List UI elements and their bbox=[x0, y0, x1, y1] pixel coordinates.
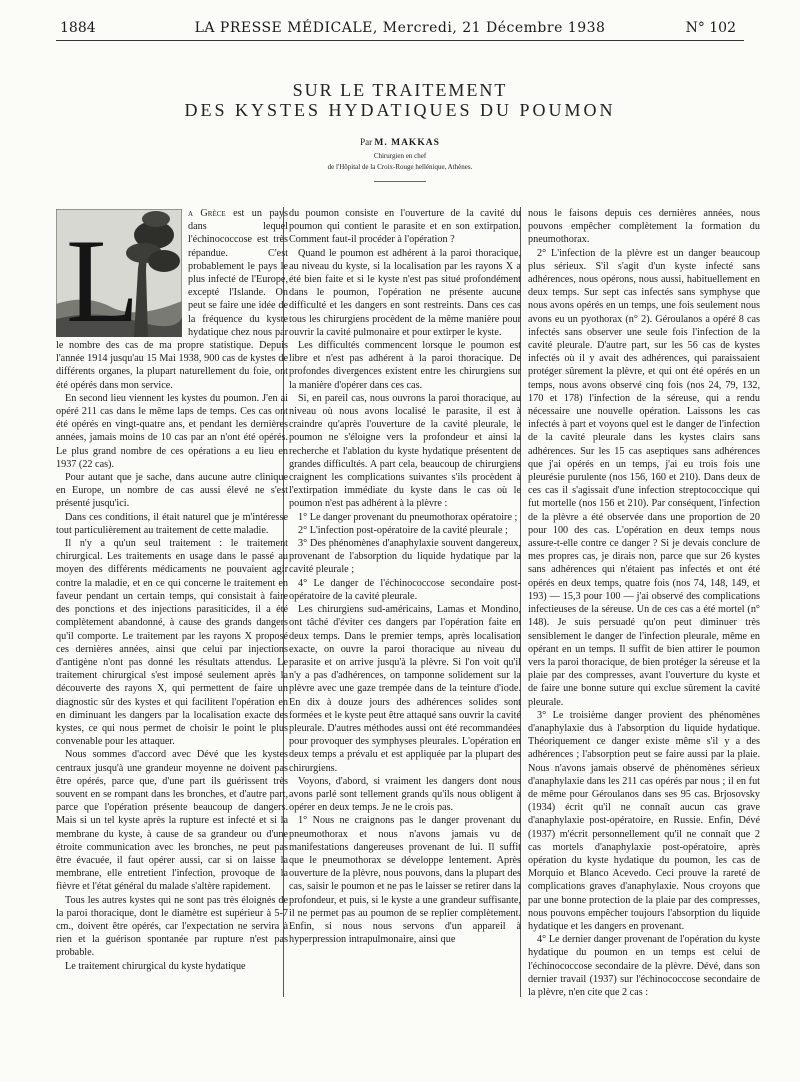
journal-header: LA PRESSE MÉDICALE, Mercredi, 21 Décembre 1938 bbox=[194, 20, 606, 36]
paragraph: Les difficultés commencent lorsque le poumon est libre et n'est pas adhérent à la paroi thoracique. De profondes divergences existent entre les chirurgiens sur la manière d'opérer dans ces cas. bbox=[289, 340, 521, 391]
journal-name: LA PRESSE MÉDICALE bbox=[194, 20, 373, 36]
paragraph: Le traitement chirurgical du kyste hydatique bbox=[65, 960, 246, 972]
issue-date: Mercredi, 21 Décembre 1938 bbox=[382, 20, 606, 36]
list-item: 1° Le danger provenant du pneumothorax opératoire ; bbox=[298, 511, 518, 523]
paragraph: 2° L'infection de la plèvre est un danger beaucoup plus sérieux. S'il s'agit d'un kyste infecté sans adhérences, nous opérons, nous aussi, habituellement en deux temps. Sur sept cas infectés sans symphyse que nous avons opérés en un temps, une fois seulement nous avons eu un pyothorax (n° 2). Géroulanos a opéré 8 cas infectés sans observer une seule fois l'infection de la cavité pleurale. D'autre part, sur les 56 cas de kystes infectés où il y avait des adhérences, qui paraissaient protéger sûrement la plèvre, et qui ont été opérés en un temps, nous avons observé cinq fois (nos 24, 79, 132, 170 et 178) l'infection de la séreuse, qui a rendu nécessaire une nouvelle opération. Laissons les cas infectés à part et voyons quel est le danger de l'infection de la cavité pleurale dans les kystes clairs sans adhérences. Sur les 15 cas aseptiques sans adhérences que j'ai opérés en un temps, j'ai eu trois fois une pleurésie purulente (nos 156, 160 et 210). Dans deux de ces cas il s'agissait d'une infection streptococcique qui fut mortelle (nos 156 et 210). Par conséquent, l'infection de la plèvre a été observée dans une proportion de 20 pour 100 des cas. L'opération en deux temps nous assure-t-elle contre ce danger ? Si je devais conclure de mes propres cas, je dirais non, parce que sur 26 kystes sans adhérences qui n'étaient pas infectés et ont été opérés en deux temps, quatre fois (nos 74, 148, 149, et 193) — 15,3 pour 100 — j'ai observé des complications infectieuses de la séreuse. Un de ces cas a été mortel (n° 148). Je suis persuadé qu'on peut diminuer très sensiblement le danger de l'infection pleurale, même en opérant en un temps. Il suffit de bien attirer le poumon vers la paroi thoracique, de bien protéger la séreuse et la plaie par des compresses, avant l'ouverture du kyste et de faire une bonne suture qui exclue sûrement la cavité pleurale. bbox=[528, 247, 760, 708]
paragraph: Voyons, d'abord, si vraiment les dangers dont nous avons parlé sont tellement grands qu'ils nous obligent à opérer en deux temps. Je ne le crois pas. bbox=[289, 775, 521, 814]
paragraph: 3° Le troisième danger provient des phénomènes d'anaphylaxie dus à l'absorption du liquide hydatique. Théoriquement ce danger existe même s'il y a des adhérences ; l'absorption peut se faire aussi par la plaie. Nous n'avons jamais observé de phénomènes sérieux d'anaphylaxie dans les 211 cas opérés par nous ; il en fut de même pour Géroulanos dans ses 95 cas. Brjosovsky (1934) écrit qu'il ne connaît aucun cas grave d'anaphylaxie post-opératoire, en Russie. Enfin, Dévé (1937) m'écrit personnellement qu'il ne connaît que 2 cas mortels d'anaphylaxie post-opératoire, après opération du kyste hydatique du poumon, les cas de Morquio et Blanco Acevedo. Ceci prouve la rareté de complications graves d'anaphylaxie. Nous croyons que par une bonne protection de la plaie par des compresses, nous pouvons empêcher toujours l'absorption du liquide hydatique et les dangers en provenant. bbox=[528, 709, 760, 932]
paragraph: Dans ces conditions, il était naturel que je m'intéresse tout particulièrement au traitement de cette maladie. bbox=[56, 511, 288, 536]
list-item: 3° Des phénomènes d'anaphylaxie souvent dangereux, provenant de l'absorption du liquide hydatique par la cavité pleurale ; bbox=[289, 538, 521, 576]
paragraph: 1° Nous ne craignons pas le danger provenant du pneumothorax et nous n'avons jamais vu de manifestations dangereuses provenant de lui. Il suffit que le pneumothorax se développe lentement. Après ouverture de la plèvre, nous pouvons, dans la plupart des cas, saisir le poumon et ne pas le laisser se retirer dans la profondeur, et puis, si le kyste a une grandeur suffisante, il ne permet pas au poumon de se replier complètement. Enfin, si nous nous servons d'un appareil à hyperpression intrapulmonaire, ainsi que bbox=[289, 815, 521, 946]
opening-smallcaps: a Grèce bbox=[188, 208, 226, 219]
header-rule bbox=[56, 40, 744, 41]
article-title-line-2: DES KYSTES HYDATIQUES DU POUMON bbox=[184, 100, 616, 120]
affiliation-line-1: Chirurgien en chef bbox=[373, 152, 427, 160]
article-title-line-1: SUR LE TRAITEMENT bbox=[292, 80, 508, 100]
paragraph: Si, en pareil cas, nous ouvrons la paroi thoracique, au niveau où nous avons localisé le parasite, il est à craindre qu'après l'ouverture de la cavité pleurale, le poumon ne s'éloigne vers la profondeur et ainsi la recherche et l'ablation du kyste hydatique présentent de grandes difficultés. A part cela, beaucoup de chirurgiens craignent les complications suivantes s'ils procèdent à l'extirpation immédiate du kyste dans le cas où le poumon n'est pas adhérent à la plèvre : bbox=[289, 392, 521, 510]
paragraph: Les chirurgiens sud-américains, Lamas et Mondino, ont tâché d'éviter ces dangers par l'opération faite en deux temps. Dans le premier temps, après localisation exacte, on ouvre la paroi thoracique au niveau du parasite et on arrive jusqu'à la plèvre. Si l'on voit qu'il n'y a pas d'adhérences, on tamponne solidement sur la plèvre avec une gaze trempée dans de la teinture d'iode. En dix à douze jours des adhérences solides sont formées et le kyste peut être attaqué sans ouvrir la cavité pleurale. D'autres méthodes aussi ont été recommandées pour provoquer des symphyses pleurales. L'opération en deux temps a prévalu et est appliquée par la plupart des chirurgiens. bbox=[289, 604, 521, 774]
paragraph: Nous sommes d'accord avec Dévé que les kystes centraux jusqu'à une grandeur moyenne ne doivent pas être opérés, parce que, d'une part ils guérissent très souvent en se rompant dans les bronches, et d'autre part, parce que l'opération présente beaucoup de dangers. Mais si un tel kyste après la rupture est infecté et si la membrane du kyste, à cause de sa grandeur ou d'une étroite communication avec les bronches, ne peut pas être évacuée, il faut opérer aussi, car si on laisse la membrane, elle entretient l'infection, provoque de la fièvre et l'état général du malade s'altère rapidement. bbox=[56, 749, 288, 893]
byline-prefix: Par bbox=[360, 137, 373, 147]
list-item: 4° Le danger de l'échinococcose secondaire post-opératoire de la cavité pleurale. bbox=[289, 577, 521, 602]
dropcap-illustration bbox=[56, 209, 182, 337]
column-1 bbox=[56, 207, 288, 997]
paragraph: 4° Le dernier danger provenant de l'opération du kyste hydatique du poumon en un temps est celui de l'échinococcose secondaire de la plèvre. Dévé, dans son dernier travail (1937) sur l'échinococcose secondaire de la plèvre, n'en cite que 2 cas : bbox=[528, 934, 760, 998]
paragraph: Tous les autres kystes qui ne sont pas très éloignés de la paroi thoracique, dont le diamètre est supérieur à 5-7 cm., doivent être opérés, car l'expectation ne servira à rien et la guérison spontanée par rupture n'est pas probable. bbox=[56, 894, 288, 959]
paragraph: du poumon consiste en l'ouverture de la cavité du poumon qui contient le parasite et en son extirpation. Comment faut-il procéder à l'opération ? bbox=[289, 208, 521, 246]
paragraph: Pour autant que je sache, dans aucune autre clinique en Europe, un nombre de cas aussi élevé ne s'est présenté jusqu'ici. bbox=[56, 472, 288, 510]
issue-number: N° 102 bbox=[685, 20, 736, 36]
paragraph: En second lieu viennent les kystes du poumon. J'en ai opéré 211 cas dans le même laps de temps. Ces cas ont été opérés en vingt-quatre ans, et pendant les dernières années, jamais moins de 10 cas par an n'ont été opérés. Le plus grand nombre de ces opérations a eu lieu en 1937 (22 cas). bbox=[56, 392, 288, 470]
running-header bbox=[0, 20, 800, 40]
dropcap-letter: L bbox=[66, 214, 140, 337]
paragraph: Quand le poumon est adhérent à la paroi thoracique, au niveau du kyste, si la localisation par les rayons X a été bien faite et si le kyste n'est pas situé profondément dans le poumon, l'opération ne présente aucune difficulté et les dangers en sont restreints. Dans ces cas tous les chirurgiens procèdent de la même manière pour ouvrir la cavité pulmonaire et pour extirper le kyste. bbox=[289, 247, 521, 338]
paragraph: nous le faisons depuis ces dernières années, nous pouvons empêcher complètement la formation du pneumothorax. bbox=[528, 208, 760, 246]
column-3 bbox=[528, 207, 760, 997]
author-name: M. MAKKAS bbox=[374, 138, 440, 148]
affiliation-line-2: de l'Hôpital de la Croix-Rouge hellénique, Athènes. bbox=[327, 163, 473, 171]
column-2 bbox=[289, 207, 521, 997]
title-separator bbox=[374, 181, 426, 182]
paragraph-text: est un pays dans lequel l'échinococcose est très répandue. C'est probablement le pays le plus infecté de l'Europe, excepté l'Islande. On peut se faire une idée de la fréquence du kyste hydatique chez nous par le nombre des cas de ma propre statistique. Depuis l'année 1914 jusqu'au 15 Mai 1938, 900 cas de kystes de différents organes, la plupart naturellement du foie, ont été opérés dans mon service. bbox=[56, 208, 288, 391]
list-item: 2° L'infection post-opératoire de la cavité pleurale ; bbox=[298, 524, 508, 536]
dropcap-l-tree-icon bbox=[56, 209, 182, 337]
paragraph: Il n'y a qu'un seul traitement : le traitement chirurgical. Les traitements en usage dans le passé au moyen des différents médicaments ne pouvaient agir contre la maladie, et en ce qui concerne le traitement en faveur pendant un certain temps, qui consistait à faire des ponctions et des injections parasiticides, il a été complètement abandonné, à cause des grands dangers qu'il comporte. Le traitement par les rayons X proposé ces dernières années, ainsi que celui par injections d'antigène n'ont pas donné les résultats attendus. Le traitement chirurgical s'est imposé seulement après la découverte des rayons X, qui permettent de faire un diagnostic sûr des kystes et qui facilitent l'opération en en diminuant les dangers par la localisation exacte des kystes, ce qui nous permet de choisir le point le plus convenable pour les attaquer. bbox=[56, 538, 288, 748]
page-number: 1884 bbox=[60, 20, 96, 36]
byline bbox=[0, 137, 800, 148]
